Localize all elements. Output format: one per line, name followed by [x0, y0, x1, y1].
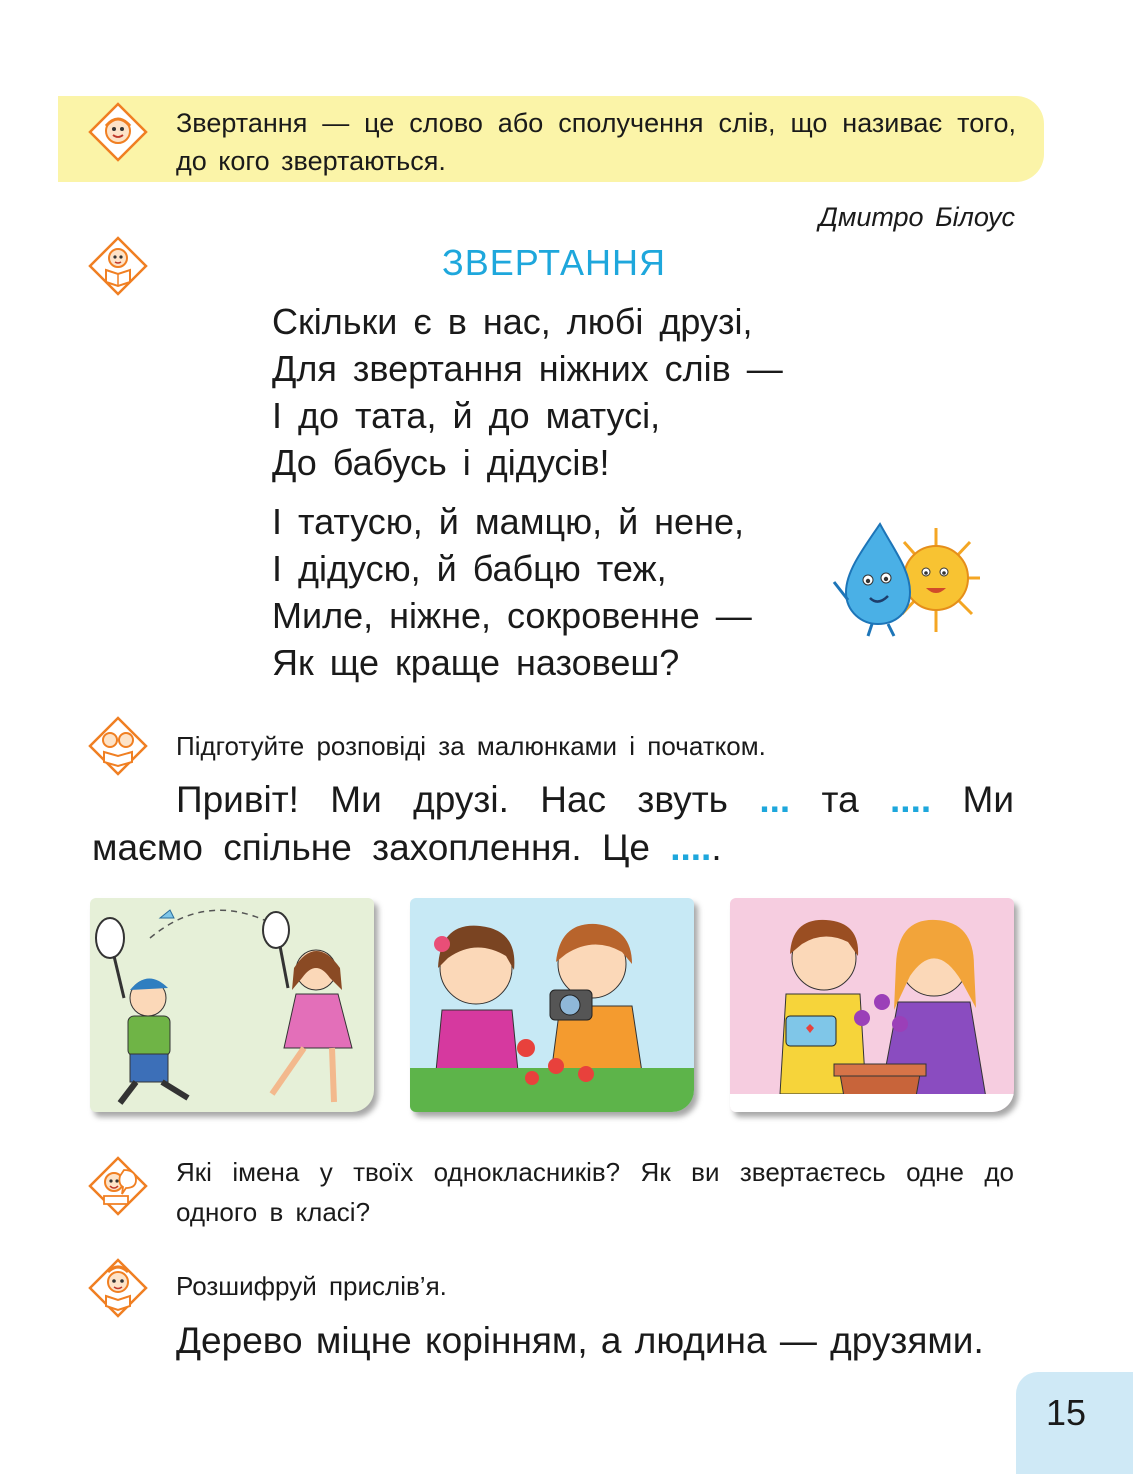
pair-work-mascot-icon — [88, 716, 148, 776]
poem-line: Для звертання ніжних слів — — [272, 348, 783, 389]
poem-line: І до тата, й до матусі, — [272, 395, 661, 436]
drop-and-sun-illustration — [832, 520, 984, 638]
children-badminton-illustration — [90, 898, 374, 1112]
poem-stanza-1 — [272, 298, 783, 486]
task-3-instruction: Розшифруй прислів’я. — [176, 1271, 447, 1301]
poem-line: І дідусю, й бабцю теж, — [272, 548, 667, 589]
task-2-question: Які імена у твоїх однокласників? Як ви звертаєтесь одне до одного в класі? — [176, 1157, 1014, 1227]
poem-stanza-2 — [272, 498, 752, 686]
rule-mascot-icon — [88, 102, 148, 162]
children-watering-flowers-illustration — [730, 898, 1014, 1112]
picture-badminton — [90, 898, 374, 1112]
task-1-instruction: Підготуйте розповіді за малюнками і початком. — [176, 731, 766, 761]
poem-line: Скільки є в нас, любі друзі, — [272, 301, 753, 342]
poem-line: Як ще краще назовеш? — [272, 642, 680, 683]
blank-placeholder: .... — [890, 779, 932, 820]
reading-mascot-icon — [88, 236, 148, 296]
rule-text: Звертання — це слово або сполучення слів, що називає того, до кого звертаються. — [176, 108, 1016, 176]
blank-placeholder: .... — [670, 827, 712, 868]
girls-photographing-flowers-illustration — [410, 898, 694, 1112]
rule-box — [58, 96, 1044, 182]
page-number-tab — [1016, 1372, 1133, 1474]
proverb: Дерево міцне корінням, а людина — друзями. — [176, 1320, 984, 1361]
picture-photographing — [410, 898, 694, 1112]
water-drop-icon — [834, 524, 910, 636]
thinking-mascot-icon — [88, 1258, 148, 1318]
poem-title: ЗВЕРТАННЯ — [442, 242, 666, 283]
story-start: Привіт! Ми друзі. Нас звуть ... та .... Ми маємо спільне захоплення. Це ..... — [92, 779, 1014, 868]
poem-line: Миле, ніжне, сокровенне — — [272, 595, 752, 636]
blank-placeholder: ... — [759, 779, 791, 820]
discussion-mascot-icon — [88, 1156, 148, 1216]
poem-line: І татусю, й мамцю, й нене, — [272, 501, 744, 542]
poem-author: Дмитро Білоус — [818, 202, 1015, 232]
picture-watering — [730, 898, 1014, 1112]
page-number: 15 — [1046, 1392, 1087, 1433]
poem-line: До бабусь і дідусів! — [272, 442, 610, 483]
